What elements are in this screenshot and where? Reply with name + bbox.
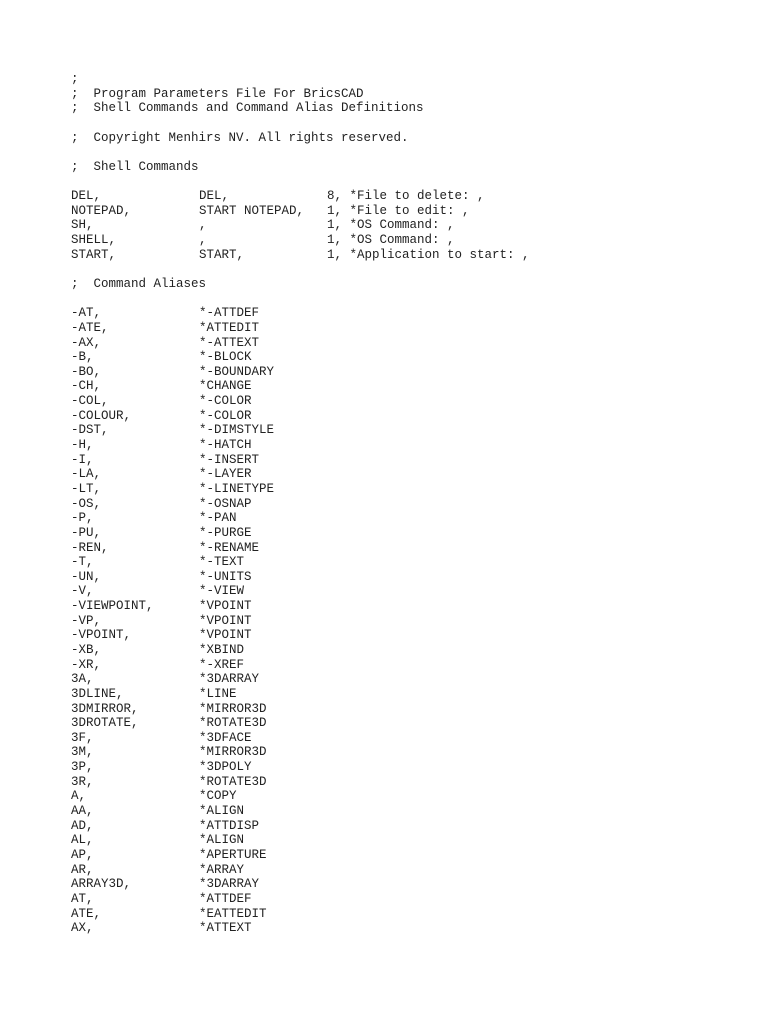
alias-command: *-RENAME	[199, 540, 260, 555]
alias-command: *ATTEDIT	[199, 320, 260, 335]
shell-command-params: 8, *File to delete: ,	[327, 189, 485, 204]
alias-row	[71, 833, 751, 848]
alias-name: -CH,	[71, 379, 102, 394]
alias-row	[71, 365, 751, 380]
alias-name: -VIEWPOINT,	[71, 599, 154, 614]
alias-name: AX,	[71, 921, 94, 936]
alias-command: *-BOUNDARY	[199, 364, 275, 379]
alias-command: *-INSERT	[199, 452, 260, 467]
alias-row	[71, 628, 751, 643]
alias-name: 3A,	[71, 672, 94, 687]
alias-name: AD,	[71, 818, 94, 833]
alias-command: *MIRROR3D	[199, 701, 267, 716]
document-subtitle: ; Shell Commands and Command Alias Definitions	[71, 101, 424, 116]
alias-command: *ATTEXT	[199, 921, 252, 936]
alias-row	[71, 511, 751, 526]
alias-row	[71, 789, 751, 804]
alias-name: -AX,	[71, 335, 102, 350]
alias-row	[71, 892, 751, 907]
alias-row	[71, 848, 751, 863]
alias-command: *-LAYER	[199, 467, 252, 482]
alias-command: *CHANGE	[199, 379, 252, 394]
shell-command-row	[71, 233, 751, 248]
alias-name: -XB,	[71, 642, 102, 657]
alias-row	[71, 306, 751, 321]
alias-row	[71, 804, 751, 819]
command-aliases-heading: ; Command Aliases	[71, 276, 207, 291]
alias-command: *ROTATE3D	[199, 716, 267, 731]
shell-command-name: NOTEPAD,	[71, 203, 132, 218]
alias-command: *ARRAY	[199, 862, 245, 877]
blank-line	[71, 262, 751, 277]
alias-command: *-VIEW	[199, 584, 245, 599]
alias-command: *-XREF	[199, 657, 245, 672]
alias-row	[71, 394, 751, 409]
alias-command: *-PURGE	[199, 525, 252, 540]
alias-command: *3DARRAY	[199, 877, 260, 892]
alias-command: *EATTEDIT	[199, 906, 267, 921]
alias-name: 3M,	[71, 745, 94, 760]
shell-command-params: 1, *File to edit: ,	[327, 203, 470, 218]
alias-row	[71, 731, 751, 746]
shell-commands-heading: ; Shell Commands	[71, 159, 199, 174]
command-aliases-list	[71, 306, 751, 936]
alias-name: 3P,	[71, 760, 94, 775]
alias-name: -H,	[71, 438, 94, 453]
alias-name: -LA,	[71, 467, 102, 482]
alias-name: AT,	[71, 891, 94, 906]
alias-command: *VPOINT	[199, 613, 252, 628]
alias-name: -V,	[71, 584, 94, 599]
alias-row	[71, 321, 751, 336]
alias-row	[71, 658, 751, 673]
alias-row	[71, 863, 751, 878]
alias-row	[71, 745, 751, 760]
alias-name: AP,	[71, 847, 94, 862]
alias-name: 3F,	[71, 730, 94, 745]
alias-row	[71, 775, 751, 790]
alias-command: *-ATTEXT	[199, 335, 260, 350]
pgp-document	[71, 72, 751, 936]
alias-row	[71, 760, 751, 775]
alias-row	[71, 819, 751, 834]
alias-row	[71, 614, 751, 629]
alias-command: *APERTURE	[199, 847, 267, 862]
alias-row	[71, 672, 751, 687]
alias-command: *ALIGN	[199, 833, 245, 848]
document-title: ; Program Parameters File For BricsCAD	[71, 86, 364, 101]
alias-name: -AT,	[71, 306, 102, 321]
alias-row	[71, 438, 751, 453]
alias-row	[71, 482, 751, 497]
alias-command: *-HATCH	[199, 438, 252, 453]
alias-name: A,	[71, 789, 87, 804]
alias-name: ATE,	[71, 906, 102, 921]
alias-command: *3DPOLY	[199, 760, 252, 775]
shell-command-params: 1, *OS Command: ,	[327, 233, 455, 248]
alias-row	[71, 570, 751, 585]
shell-command-executable: ,	[199, 233, 207, 248]
alias-name: -COL,	[71, 394, 109, 409]
alias-row	[71, 687, 751, 702]
alias-name: 3R,	[71, 774, 94, 789]
alias-command: *-DIMSTYLE	[199, 423, 275, 438]
shell-command-name: SH,	[71, 218, 94, 233]
shell-command-row	[71, 189, 751, 204]
alias-name: -T,	[71, 555, 94, 570]
shell-command-row	[71, 218, 751, 233]
alias-command: *ALIGN	[199, 804, 245, 819]
copyright-line: ; Copyright Menhirs NV. All rights reserved.	[71, 130, 409, 145]
alias-row	[71, 423, 751, 438]
alias-name: -BO,	[71, 364, 102, 379]
alias-command: *VPOINT	[199, 599, 252, 614]
alias-command: *-BLOCK	[199, 350, 252, 365]
alias-row	[71, 599, 751, 614]
alias-row	[71, 336, 751, 351]
alias-command: *-LINETYPE	[199, 481, 275, 496]
shell-command-params: 1, *OS Command: ,	[327, 218, 455, 233]
alias-command: *-OSNAP	[199, 496, 252, 511]
alias-name: -COLOUR,	[71, 408, 132, 423]
alias-command: *ATTDISP	[199, 818, 260, 833]
alias-command: *ATTDEF	[199, 891, 252, 906]
alias-name: -VPOINT,	[71, 628, 132, 643]
alias-row	[71, 716, 751, 731]
shell-command-executable: DEL,	[199, 189, 230, 204]
alias-command: *3DFACE	[199, 730, 252, 745]
alias-name: -VP,	[71, 613, 102, 628]
alias-command: *ROTATE3D	[199, 774, 267, 789]
shell-command-executable: ,	[199, 218, 207, 233]
shell-command-row	[71, 248, 751, 263]
alias-row	[71, 877, 751, 892]
alias-row	[71, 921, 751, 936]
alias-name: -OS,	[71, 496, 102, 511]
alias-name: ARRAY3D,	[71, 877, 132, 892]
alias-command: *LINE	[199, 686, 237, 701]
shell-command-row	[71, 204, 751, 219]
alias-name: -PU,	[71, 525, 102, 540]
alias-name: AA,	[71, 804, 94, 819]
shell-command-executable: START,	[199, 247, 245, 262]
header-comment-block	[71, 72, 751, 116]
alias-command: *VPOINT	[199, 628, 252, 643]
shell-command-executable: START NOTEPAD,	[199, 203, 305, 218]
blank-line	[71, 174, 751, 189]
blank-line	[71, 116, 751, 131]
alias-row	[71, 467, 751, 482]
alias-row	[71, 555, 751, 570]
alias-row	[71, 907, 751, 922]
alias-row	[71, 379, 751, 394]
shell-command-name: START,	[71, 247, 117, 262]
alias-command: *MIRROR3D	[199, 745, 267, 760]
alias-name: -I,	[71, 452, 94, 467]
alias-name: -UN,	[71, 569, 102, 584]
alias-row	[71, 643, 751, 658]
alias-command: *-ATTDEF	[199, 306, 260, 321]
alias-row	[71, 453, 751, 468]
alias-name: 3DROTATE,	[71, 716, 139, 731]
alias-name: AL,	[71, 833, 94, 848]
alias-row	[71, 409, 751, 424]
alias-command: *-TEXT	[199, 555, 245, 570]
alias-name: 3DLINE,	[71, 686, 124, 701]
alias-command: *-UNITS	[199, 569, 252, 584]
alias-name: -REN,	[71, 540, 109, 555]
alias-command: *COPY	[199, 789, 237, 804]
blank-line	[71, 292, 751, 307]
shell-commands-list	[71, 189, 751, 262]
alias-name: -DST,	[71, 423, 109, 438]
header-line: ;	[71, 72, 79, 86]
alias-row	[71, 702, 751, 717]
alias-name: -ATE,	[71, 320, 109, 335]
alias-row	[71, 497, 751, 512]
alias-name: -B,	[71, 350, 94, 365]
alias-row	[71, 350, 751, 365]
alias-command: *-COLOR	[199, 408, 252, 423]
alias-command: *3DARRAY	[199, 672, 260, 687]
alias-command: *-PAN	[199, 511, 237, 526]
alias-name: 3DMIRROR,	[71, 701, 139, 716]
alias-command: *-COLOR	[199, 394, 252, 409]
alias-name: -LT,	[71, 481, 102, 496]
alias-name: -P,	[71, 511, 94, 526]
alias-name: -XR,	[71, 657, 102, 672]
alias-row	[71, 584, 751, 599]
shell-command-params: 1, *Application to start: ,	[327, 247, 530, 262]
shell-command-name: DEL,	[71, 189, 102, 204]
blank-line	[71, 145, 751, 160]
alias-name: AR,	[71, 862, 94, 877]
alias-command: *XBIND	[199, 642, 245, 657]
alias-row	[71, 526, 751, 541]
alias-row	[71, 541, 751, 556]
shell-command-name: SHELL,	[71, 233, 117, 248]
